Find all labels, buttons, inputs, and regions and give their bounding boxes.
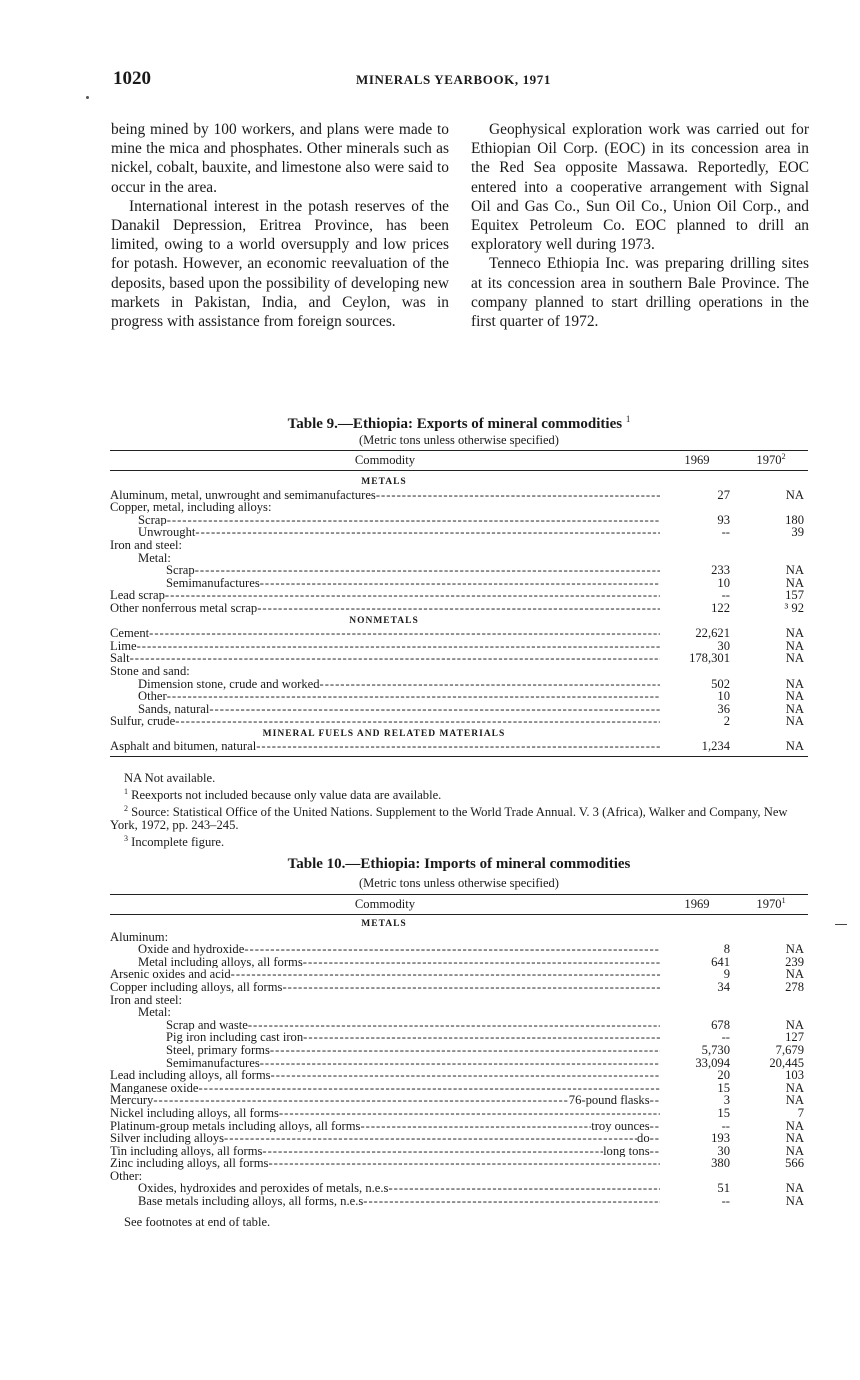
paragraph: being mined by 100 workers, and plans were made to mine the mica and phosphates. Other minerals such as nickel, cobalt, bauxite, and limestone also were said to occur in the area. xyxy=(111,121,449,196)
col-1969: 1969 xyxy=(684,897,710,911)
row-label: Copper, metal, including alloys: xyxy=(110,501,272,514)
row-label: Asphalt and bitumen, natural ----- xyxy=(110,740,660,753)
row-label: Other nonferrous metal scrap ----- xyxy=(110,602,660,615)
cell-1969: -- xyxy=(721,525,730,540)
table-row xyxy=(110,740,808,753)
body-column-right xyxy=(471,120,809,331)
section-heading: METALS xyxy=(361,477,407,487)
row-label: Iron and steel: xyxy=(110,993,183,1007)
col-1970: 1970$^2$ xyxy=(756,452,786,468)
table-row xyxy=(110,1057,808,1070)
cell-1969: 30 xyxy=(717,1143,730,1158)
table-row xyxy=(110,690,808,703)
col-commodity: Commodity xyxy=(354,453,416,467)
row-label: Oxide and hydroxide ----- xyxy=(110,943,660,956)
row-label: Metal: xyxy=(138,1006,171,1019)
cell-1970: NA xyxy=(785,1093,804,1108)
cell-1970: NA xyxy=(785,701,804,716)
row-label: Copper including alloys, all forms ----- xyxy=(110,981,660,994)
row-label: Iron and steel: xyxy=(110,538,183,552)
row-label: Zinc including alloys, all forms ----- xyxy=(110,1157,660,1170)
cell-1969: 178,301 xyxy=(689,651,730,666)
body-column-left xyxy=(111,120,449,331)
row-label: Stone and sand: xyxy=(110,664,190,678)
table-row xyxy=(110,1182,808,1195)
cell-1969: 34 xyxy=(717,979,730,994)
section-heading: METALS xyxy=(361,919,407,929)
table-row xyxy=(110,577,808,590)
cell-1969: 8 xyxy=(723,942,730,957)
cell-1970: NA xyxy=(785,626,804,641)
cell-1969: 2 xyxy=(723,714,730,729)
cell-1970: NA xyxy=(785,563,804,578)
cell-1969: -- xyxy=(721,1194,730,1209)
cell-1970: 180 xyxy=(785,512,804,527)
cell-1969: 122 xyxy=(711,600,730,615)
table-row xyxy=(110,715,808,728)
cell-1969: 5,730 xyxy=(701,1042,730,1057)
cell-1970: 103 xyxy=(785,1068,804,1083)
table-row xyxy=(110,943,808,956)
row-label: Aluminum, metal, unwrought and semimanufactures ----- xyxy=(110,489,660,502)
table-row xyxy=(110,589,808,602)
cell-1969: -- xyxy=(721,1118,730,1133)
footnote-na: NA Not available. xyxy=(124,771,216,785)
cell-1969: -- xyxy=(721,1030,730,1045)
table-row xyxy=(110,1107,808,1120)
row-unit: troy ounces xyxy=(591,1119,650,1133)
cell-1970: 278 xyxy=(785,979,804,994)
table-9-title: Table 9.—Ethiopia: Exports of mineral commodities $^1$ xyxy=(287,414,631,432)
cell-1970: 127 xyxy=(785,1030,804,1045)
table-row xyxy=(110,552,808,565)
row-label: Other ----- xyxy=(110,690,660,703)
table-row xyxy=(110,981,808,994)
cell-1970: NA xyxy=(785,714,804,729)
table-header xyxy=(110,451,808,470)
row-label: Aluminum: xyxy=(110,930,169,944)
stray-mark xyxy=(835,924,847,925)
cell-1969: 51 xyxy=(717,1181,730,1196)
section-heading: MINERAL FUELS AND RELATED MATERIALS xyxy=(262,728,506,739)
row-label: Dimension stone, crude and worked ----- xyxy=(110,678,660,691)
col-commodity: Commodity xyxy=(354,897,416,911)
running-title: MINERALS YEARBOOK, 1971 xyxy=(356,72,551,87)
cell-1969: 30 xyxy=(717,638,730,653)
row-unit: long tons xyxy=(603,1144,650,1158)
cell-1969: 10 xyxy=(717,575,730,590)
table-9 xyxy=(110,450,808,757)
row-label: Semimanufactures ----- xyxy=(110,577,660,590)
footnote-1: $^1$ Reexports not included because only value data are available. xyxy=(124,787,442,803)
cell-1970: NA xyxy=(785,676,804,691)
cell-1969: 193 xyxy=(711,1131,730,1146)
cell-1970: NA xyxy=(785,942,804,957)
cell-1970: NA xyxy=(785,638,804,653)
row-label: Lead scrap ----- xyxy=(110,589,660,602)
cell-1970: NA xyxy=(785,1017,804,1032)
cell-1969: 678 xyxy=(711,1017,730,1032)
col-1969: 1969 xyxy=(684,453,710,467)
cell-1969: 36 xyxy=(717,701,730,716)
see-footnotes-note: See footnotes at end of table. xyxy=(124,1215,271,1229)
cell-1970: 20,445 xyxy=(769,1055,804,1070)
cell-1970: NA xyxy=(785,487,804,502)
row-label: Manganese oxide ----- xyxy=(110,1082,660,1095)
cell-1970: NA xyxy=(785,689,804,704)
table-row xyxy=(110,652,808,665)
table-row xyxy=(110,489,808,502)
row-label: Oxides, hydroxides and peroxides of metals, n.e.s ----- xyxy=(110,1182,660,1195)
table-row xyxy=(110,526,808,539)
cell-1969: 380 xyxy=(711,1156,730,1171)
table-row xyxy=(110,994,808,1007)
cell-1969: 1,234 xyxy=(701,739,730,754)
table-row xyxy=(110,703,808,716)
table-row xyxy=(110,539,808,552)
paragraph: Geophysical exploration work was carried out for Ethiopian Oil Corp. (EOC) in its concession area in the Red Sea opposite Massawa. Reportedly, EOC entered into a cooperative arrangement with Signal Oil and Gas Co., Sun Oil Co., Union Oil Corp., and Equitex Petroleum Co. EOC planned to drill an exploratory well during 1973. xyxy=(471,121,809,254)
row-unit: do xyxy=(637,1132,650,1145)
row-label: Unwrought ----- xyxy=(110,526,660,539)
table-row xyxy=(110,1082,808,1095)
row-label: Platinum-group metals including alloys, all forms ----- troy ounces -- xyxy=(110,1120,660,1133)
row-label: Salt ----- xyxy=(110,652,660,665)
row-unit: 76-pound flasks xyxy=(568,1094,650,1107)
row-label: Other: xyxy=(110,1169,143,1183)
table-row xyxy=(110,1006,808,1019)
row-label: Semimanufactures ----- xyxy=(110,1057,660,1070)
row-label: Scrap ----- xyxy=(110,564,660,577)
table-row xyxy=(110,1019,808,1032)
row-label: Pig iron including cast iron ----- xyxy=(110,1031,660,1044)
cell-1969: 641 xyxy=(711,954,730,969)
table-row xyxy=(110,1069,808,1082)
cell-1969: 20 xyxy=(717,1068,730,1083)
row-label: Base metals including alloys, all forms, n.e.s ----- xyxy=(110,1195,660,1208)
row-label: Scrap and waste ----- xyxy=(110,1019,660,1032)
cell-1969: 233 xyxy=(711,563,730,578)
cell-1969: 33,094 xyxy=(695,1055,730,1070)
cell-1970: NA xyxy=(785,967,804,982)
footnote-2: $^2$ Source: Statistical Office of the United Nations. Supplement to the World Trade Annual. V. 3 (Africa), Walker and Company, New York, 1972, pp. 243–245. xyxy=(110,804,788,833)
cell-1970: NA xyxy=(785,1118,804,1133)
cell-1970: NA xyxy=(785,1181,804,1196)
table-row xyxy=(110,1157,808,1170)
stray-mark xyxy=(86,96,89,99)
cell-1969: 93 xyxy=(717,512,730,527)
table-9-footnotes xyxy=(110,772,810,850)
section-heading: NONMETALS xyxy=(349,615,419,626)
table-10-title: Table 10.—Ethiopia: Imports of mineral commodities xyxy=(287,856,631,872)
table-9-subtitle: (Metric tons unless otherwise specified) xyxy=(359,433,559,447)
cell-1970: 566 xyxy=(785,1156,804,1171)
cell-1969: 15 xyxy=(717,1105,730,1120)
paragraph: Tenneco Ethiopia Inc. was preparing drilling sites at its concession area in southern Bale Province. The company planned to start drilling operations in the first quarter of 1972. xyxy=(471,255,809,331)
table-row xyxy=(110,564,808,577)
table-row xyxy=(110,1195,808,1208)
footnote-3: $^3$ Incomplete figure. xyxy=(124,834,225,850)
row-label: Lime ----- xyxy=(110,640,660,653)
cell-1970: NA xyxy=(785,739,804,754)
cell-1970: 239 xyxy=(785,954,804,969)
row-label: Metal including alloys, all forms ----- xyxy=(110,956,660,969)
row-label: Steel, primary forms ----- xyxy=(110,1044,660,1057)
cell-1970: 7 xyxy=(797,1105,804,1120)
col-1970: 1970$^1$ xyxy=(756,896,786,912)
row-label: Metal: xyxy=(138,551,171,565)
cell-1969: 502 xyxy=(711,676,730,691)
table-row xyxy=(110,1170,808,1183)
page-number: 1020 xyxy=(113,68,151,89)
row-label: Nickel including alloys, all forms ----- xyxy=(110,1107,660,1120)
cell-1970: NA xyxy=(785,1143,804,1158)
table-row xyxy=(110,665,808,678)
cell-1970: 157 xyxy=(785,588,804,603)
table-row xyxy=(110,1120,808,1133)
table-row xyxy=(110,1044,808,1057)
cell-1970: NA xyxy=(785,1131,804,1146)
table-row xyxy=(110,1145,808,1158)
row-label: Sulfur, crude ----- xyxy=(110,715,660,728)
table-row xyxy=(110,1132,808,1145)
table-row xyxy=(110,501,808,514)
row-label: Tin including alloys, all forms ----- long tons -- xyxy=(110,1145,660,1158)
row-label: Lead including alloys, all forms ----- xyxy=(110,1069,660,1082)
cell-1969: 22,621 xyxy=(695,626,730,641)
cell-1969: -- xyxy=(721,588,730,603)
table-row xyxy=(110,678,808,691)
cell-1969: 10 xyxy=(717,689,730,704)
cell-1970: NA xyxy=(785,1194,804,1209)
cell-1970: NA xyxy=(785,651,804,666)
table-row xyxy=(110,602,808,615)
table-row xyxy=(110,968,808,981)
table-header xyxy=(110,895,808,914)
row-label: Arsenic oxides and acid ----- xyxy=(110,968,660,981)
paragraph: International interest in the potash reserves of the Danakil Depression, Eritrea Province, has been limited, owing to a world oversupply and low prices for potash. However, an economic reevaluation of the deposits, based upon the possibility of developing new markets in Pakistan, India, and Ceylon, was in progress with assistance from foreign sources. xyxy=(111,197,449,331)
cell-1970: 39 xyxy=(791,525,804,540)
cell-1969: 3 xyxy=(723,1093,730,1108)
table-row xyxy=(110,627,808,640)
table-10 xyxy=(110,894,808,1208)
table-row xyxy=(110,956,808,969)
cell-1970: 7,679 xyxy=(775,1042,804,1057)
cell-1969: 15 xyxy=(717,1080,730,1095)
table-10-subtitle: (Metric tons unless otherwise specified) xyxy=(359,876,559,890)
cell-1969: 27 xyxy=(717,487,730,502)
table-row xyxy=(110,1094,808,1107)
cell-1970: ³ 92 xyxy=(784,600,804,615)
row-label: Cement ----- xyxy=(110,627,660,640)
table-row xyxy=(110,514,808,527)
row-label: Silver including alloys ----- do -- xyxy=(110,1132,660,1145)
row-label: Mercury ----- 76-pound flasks -- xyxy=(110,1094,660,1107)
cell-1969: 9 xyxy=(723,967,730,982)
cell-1970: NA xyxy=(785,1080,804,1095)
cell-1970: NA xyxy=(785,575,804,590)
row-label: Scrap ----- xyxy=(110,514,660,527)
table-row xyxy=(110,931,808,944)
row-label: Sands, natural ----- xyxy=(110,703,660,716)
